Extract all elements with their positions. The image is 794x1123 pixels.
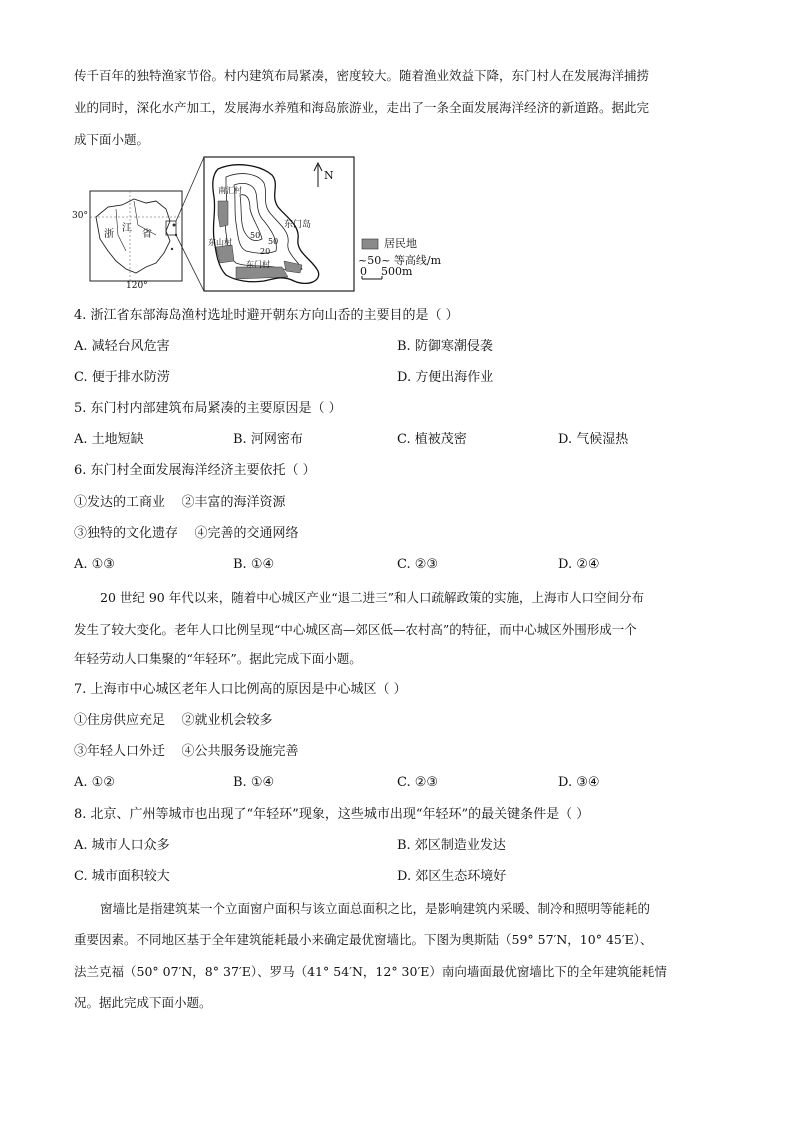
village-label-dongshan: 东山村 xyxy=(208,238,232,247)
intro2-line2: 发生了较大变化。老年人口比例呈现“中心城区高—郊区低—农村高”的特征，而中心城区外围形成一个 xyxy=(74,622,637,637)
q4-option-d[interactable]: D. 方便出海作业 xyxy=(397,370,494,385)
longitude-label: 120° xyxy=(126,281,148,291)
province-char-1: 浙 xyxy=(104,229,114,240)
q7-statements-1: ①住房供应充足 ②就业机会较多 xyxy=(74,713,273,728)
village-label-dongmen: 东门村 xyxy=(246,260,270,269)
q7-stem: 7. 上海市中心城区老年人口比例高的原因是中心城区（ ） xyxy=(74,682,407,697)
contour-label-50a: 50 xyxy=(250,231,261,240)
intro3-line1: 窗墙比是指建筑某一个立面窗户面积与该立面总面积之比，是影响建筑内采暖、制冷和照明等能耗的 xyxy=(100,901,651,916)
q6-option-a[interactable]: A. ①③ xyxy=(74,557,115,572)
legend-settlement-label: 居民地 xyxy=(384,237,417,250)
intro1-line1: 传千百年的独特渔家节俗。村内建筑布局紧凑，密度较大。随着渔业效益下降，东门村人在发展海洋捕捞 xyxy=(74,68,650,83)
q7-statements-2: ③年轻人口外迁 ④公共服务设施完善 xyxy=(74,744,299,759)
q4-option-a[interactable]: A. 减轻台风危害 xyxy=(74,339,170,354)
intro2-line1: 20 世纪 90 年代以来，随着中心城区产业“退二进三”和人口疏解政策的实施，上海市人口空间分布 xyxy=(100,590,645,605)
q4-stem: 4. 浙江省东部海岛渔村选址时避开朝东方向山岙的主要目的是（ ） xyxy=(74,308,459,323)
contour-label-50b: 50 xyxy=(268,237,279,246)
q7-option-b[interactable]: B. ①④ xyxy=(233,775,275,790)
q5-option-b[interactable]: B. 河网密布 xyxy=(233,432,303,447)
q5-option-d[interactable]: D. 气候湿热 xyxy=(558,432,629,447)
north-label: N xyxy=(324,169,334,182)
q8-option-d[interactable]: D. 郊区生态环境好 xyxy=(397,869,507,884)
intro1-line3: 成下面小题。 xyxy=(74,132,150,147)
q6-statements-2: ③独特的文化遗存 ④完善的交通网络 xyxy=(74,526,299,541)
q4-option-b[interactable]: B. 防御寒潮侵袭 xyxy=(397,339,493,354)
province-char-3: 省 xyxy=(142,229,152,240)
legend-contour-label: ~50~ 等高线/m xyxy=(358,254,442,267)
island-label: 东门岛 xyxy=(284,220,312,230)
q8-option-b[interactable]: B. 郊区制造业发达 xyxy=(397,838,506,853)
q8-option-c[interactable]: C. 城市面积较大 xyxy=(74,869,170,884)
q5-option-a[interactable]: A. 土地短缺 xyxy=(74,432,144,447)
q6-statements-1: ①发达的工商业 ②丰富的海洋资源 xyxy=(74,495,286,510)
contour-label-20: 20 xyxy=(260,247,271,256)
q4-option-c[interactable]: C. 便于排水防涝 xyxy=(74,370,170,385)
province-char-2: 江 xyxy=(122,223,132,234)
intro1-line2: 业的同时，深化水产加工，发展海水养殖和海岛旅游业，走出了一条全面发展海洋经济的新道路。据此完 xyxy=(74,100,650,115)
village-label-nanhui: 南汇村 xyxy=(218,186,242,195)
intro3-line2: 重要因素。不同地区基于全年建筑能耗最小来确定最优窗墙比。下图为奥斯陆（59° 57′N，10° 45′E）、 xyxy=(74,932,653,947)
q7-option-a[interactable]: A. ①② xyxy=(74,775,115,790)
q6-stem: 6. 东门村全面发展海洋经济主要依托（ ） xyxy=(74,463,316,478)
latitude-label: 30° xyxy=(72,211,88,221)
legend-scale-label: 0 500m xyxy=(360,265,413,278)
q6-option-b[interactable]: B. ①④ xyxy=(233,557,275,572)
q8-option-a[interactable]: A. 城市人口众多 xyxy=(74,838,170,853)
q5-stem: 5. 东门村内部建筑布局紧凑的主要原因是（ ） xyxy=(74,401,342,416)
intro3-line4: 况。据此完成下面小题。 xyxy=(74,995,212,1010)
q6-option-d[interactable]: D. ②④ xyxy=(558,557,600,572)
q7-option-c[interactable]: C. ②③ xyxy=(397,775,439,790)
q7-option-d[interactable]: D. ③④ xyxy=(558,775,600,790)
intro3-line3: 法兰克福（50° 07′N，8° 37′E）、罗马（41° 54′N，12° 30′E）南向墙面最优窗墙比下的全年建筑能耗情 xyxy=(74,964,667,979)
island-location-map xyxy=(72,155,456,295)
q5-option-c[interactable]: C. 植被茂密 xyxy=(397,432,467,447)
q8-stem: 8. 北京、广州等城市也出现了“年轻环”现象，这些城市出现“年轻环”的最关键条件是（ ） xyxy=(74,807,590,822)
intro2-line3: 年轻劳动人口集聚的“年轻环”。据此完成下面小题。 xyxy=(74,651,362,666)
q6-option-c[interactable]: C. ②③ xyxy=(397,557,439,572)
